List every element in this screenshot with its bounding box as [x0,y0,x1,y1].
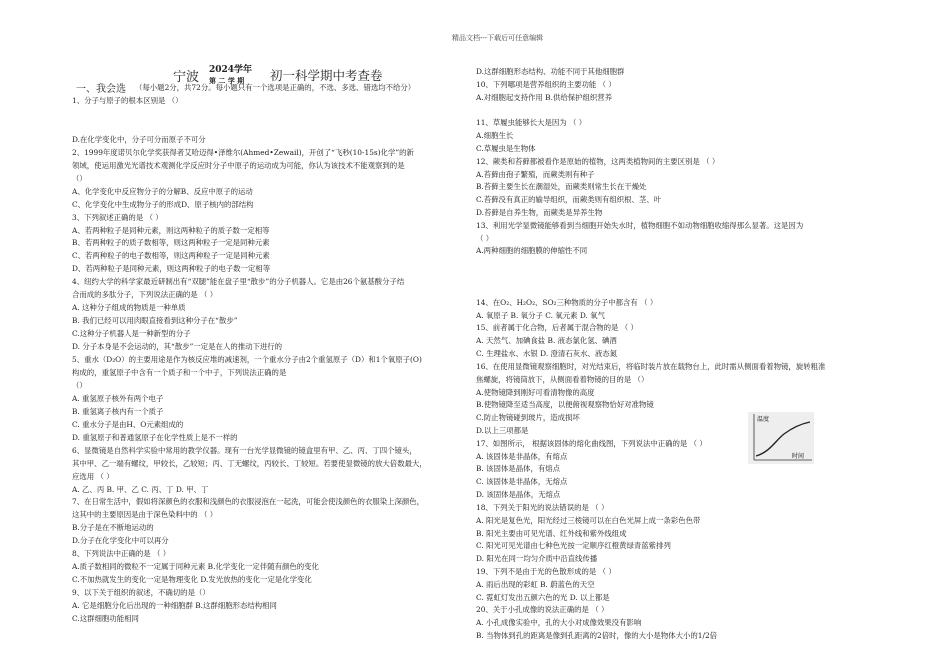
question-line: 13、利用光学显微镜能够看到当细胞开始失水时，植物细胞不如动物细胞收缩得那么显著。这是因为 [476,220,804,230]
question-line: 4、纽约大学的科学家最近研制出有“双腿”能在盘子里“散步”的分子机器人。它是由26个氨基酸分子结 [72,277,405,287]
question-line: 5、重水（D₂O）的主要用途是作为核反应堆的减速剂，一个重水分子由2个重氢原子（D）和1个氧原子(O) [72,355,422,364]
question-line: B.使物镜降至适当高度，以便俯视观察物恰好对准物镜 [476,400,654,410]
question-line: B. 重氢离子核内有一个质子 [72,406,164,416]
graph-y-label: 温度 [757,416,770,423]
graph-x-label: 时间 [792,453,805,460]
question-line: B.分子是在不断地运动的 [72,523,154,533]
question-line: 19、下列不是由于光的色散形成的是 （ ） [476,566,616,576]
question-line: A. 雨后出现的彩虹 B. 蔚蓝色的天空 [476,579,595,589]
question-line: A、化学变化中反应物分子的分解B、反应中原子的运动 [72,186,253,196]
question-line: A. 氧原子 B. 氧分子 C. 氧元素 D. 氧气 [476,310,605,320]
question-line: D. 分子本身是不会运动的，其“散步”一定是在人的推动下进行的 [72,342,283,352]
question-line: 3、下列叙述正确的是 （ ） [72,212,163,222]
question-line: A、若两种粒子是同种元素，则这两种粒子的质子数一定相等 [72,225,270,235]
page-header-note: 精品文档---下载后可任意编辑 [452,34,544,42]
question-line: C、化学变化中生成物分子的形成D、原子核内的部结构 [72,199,254,209]
question-line: 9、以下关于组织的叙述，不确切的是（） [72,588,210,598]
question-line: B. 我们已经可以用肉眼直接看到这种分子在“散步” [72,316,238,326]
question-line: 应选用 （ ） [72,471,114,481]
question-line: 16、在使用显微镜观察细胞时，对光结束后，将临时装片放在载物台上，此时需从侧面看着物镜，旋转粗准 [476,361,826,371]
question-line: A.对细胞起支持作用 B.供给保护组织营养 [476,92,613,102]
question-line: D. 重氢原子和普通氢原子在化学性质上是不一样的 [72,432,238,442]
question-line: 20、关于小孔成像的说法正确的是 （ ） [476,605,609,615]
melting-curve-graph [748,412,814,464]
question-line: 8、下列说法中正确的是 （ ） [72,549,171,559]
question-line: B. 当物体到孔的距离是像到孔距离的2倍时，像的大小是物体大小的1/2倍 [476,631,718,641]
question-line: A.质子数相同的微粒不一定属于同种元素 B.化学变化一定伴随有颜色的变化 [72,562,319,572]
question-line: 这其中的主要原因是由于深色染料中的 （ ） [72,510,218,520]
question-line: B. 该固体是晶体，有熔点 [476,464,561,474]
question-line: （ ） [476,233,494,243]
section-note: （每小题2分，共72分。每小题只有一个选项是正确的，不选、多选、错选均不给分） [135,83,416,92]
question-line: B.苔藓主要生长在潮湿处，而蕨类则常生长在干燥处 [476,182,647,192]
question-line: C.苔藓没有真正的输导组织，而蕨类则有组织根、茎、叶 [476,195,662,205]
question-line: C、若两种粒子的电子数相等，则这两种粒子一定是同种元素 [72,251,270,261]
section-heading: 一、我会选 [76,84,126,95]
title-city: 宁波 [173,70,200,85]
question-line: A. 这种分子组成的物质是一种单质 [72,303,186,313]
question-line: B. 阳光主要由可见光谱、红外线和紫外线组成 [476,528,627,538]
question-line: 10、下列哪项是营养组织的主要功能 （ ） [476,79,616,89]
question-line: D. 阳光在同一均匀介质中沿直线传播 [476,554,598,564]
question-line: 焦螺旋，将镜筒放下，从侧面看着物镜的目的是 （） [476,374,649,384]
question-line: 17、如图所示， 根据该固体的熔化曲线图，下列说法中正确的是 （ ） [476,438,707,448]
question-line: D.以上三项都是 [476,425,529,435]
question-line: 7、在日常生活中，假如将深颜色的衣服和浅颜色的衣服浸泡在一起洗，可能会使浅颜色的衣服染上深颜色， [72,497,425,507]
question-line: 6、显微镜是自然科学实验中常用的教学仪器。现有一台光学显微镜的镜盒里有甲、乙、丙、丁四个镜头， [72,445,417,455]
question-line: C.草履虫是生物体 [476,143,536,153]
question-line: C.防止物镜碰到玻片，造成损坏 [476,413,580,423]
question-line: 1、分子与原子的根本区别是 （） [72,96,183,105]
title-main: 初一科学期中考查卷 [270,68,383,83]
question-line: 14、在O₂、H₂O₂、SO₂三种物质的分子中都含有 （ ） [476,297,658,307]
question-line: A.使物镜降到刚好可看清物像的高度 [476,387,595,397]
question-line: D.苔藓是自养生物，而蕨类是异养生物 [476,208,603,218]
question-line: C. 霓虹灯发出五颜六色的光 D. 以上都是 [476,592,610,602]
question-line: D、若两种粒子是同种元素，则这两种粒子的电子数一定相等 [72,264,271,274]
question-line: C.不加热就发生的变化一定是物理变化 D.发光放热的变化一定是化学变化 [72,575,312,585]
question-line: D.这群细胞形态结构、功能不同于其他细胞群 [476,67,625,76]
question-line: 18、下列关于阳光的说法错误的是 （ ） [476,502,609,512]
question-line: D.在化学变化中，分子可分而原子不可分 [72,134,206,144]
question-line: 构成的，重氢原子中含有一个质子和一个中子，下列说法正确的是 [72,367,287,377]
question-line: A.两种细胞的细胞膜的伸缩性不同 [476,246,588,256]
question-line: A. 天然气、加碘食盐 B. 液态氯化氢、碘酒 [476,336,617,346]
question-line: 11、草履虫能够长大是因为 （ ） [476,118,587,128]
title-year: 2024学年 [209,65,253,75]
question-line: C. 阳光可见光谱由七种色光按一定顺序红橙黄绿青蓝紫排列 [476,541,671,551]
question-line: A.细胞生长 [476,131,514,141]
question-line: A. 它是细胞分化后出现的一种细胞群 B.这群细胞形态结构相同 [72,601,277,611]
question-line: C. 该固体是非晶体，无熔点 [476,477,568,487]
question-line: （） [72,380,87,390]
question-line: C. 重水分子是由H、O元素组成的 [72,419,184,429]
question-line: 2、1999年度诺贝尔化学奖获得者艾哈迈得•泽维尔(Ahmed•Zewail)，开创了“飞秒(10-15s)化学”的新 [72,147,414,157]
question-line: A. 该固体是非晶体，有熔点 [476,451,568,461]
question-line: D.分子在化学变化中可以再分 [72,536,169,546]
question-line: A. 重氢原子核外有两个电子 [72,393,164,403]
question-line: C. 生理盐水、水银 D. 澄清石灰水、液态氮 [476,349,618,359]
question-line: A.苔藓由孢子繁殖，而蕨类则有种子 [476,169,595,179]
question-line: B、若两种粒子的质子数相等，则这两种粒子一定是同种元素 [72,238,270,248]
question-line: 其中甲、乙一端有螺纹，甲较长，乙较短；丙、丁无螺纹，丙较长、丁较短。若要使显微镜的放大倍数最大， [72,458,427,468]
question-line: A. 乙、丙 B. 甲、乙 C. 丙、丁 D. 甲、丁 [72,484,209,494]
question-line: 领域，使运用激光光谱技术观测化学反应时分子中原子的运动成为可能，你认为该技术不能观察到的是 [72,160,405,170]
question-line: A. 小孔成像实验中，孔的大小对成像效果没有影响 [476,618,642,628]
question-line: C.这群细胞功能相同 [72,614,139,623]
question-line: 15、前者属于化合物，后者属于混合物的是 （ ） [476,323,638,333]
question-line: 合而成的多肽分子，下列说法正确的是 （ ） [72,290,218,300]
question-line: C.这种分子机器人是一种新型的分子 [72,329,191,339]
question-line: D. 该固体是晶体，无熔点 [476,490,561,500]
question-line: （） [72,173,87,183]
question-line: A. 阳光是复色光，阳光经过三棱镜可以在白色光屏上成一条彩色色带 [476,515,701,525]
title-semester: 第 二 学 期 [209,76,245,85]
question-line: 12、蕨类和苔藓都被看作是原始的植物，这两类植物间的主要区别是 （ ） [476,156,720,166]
